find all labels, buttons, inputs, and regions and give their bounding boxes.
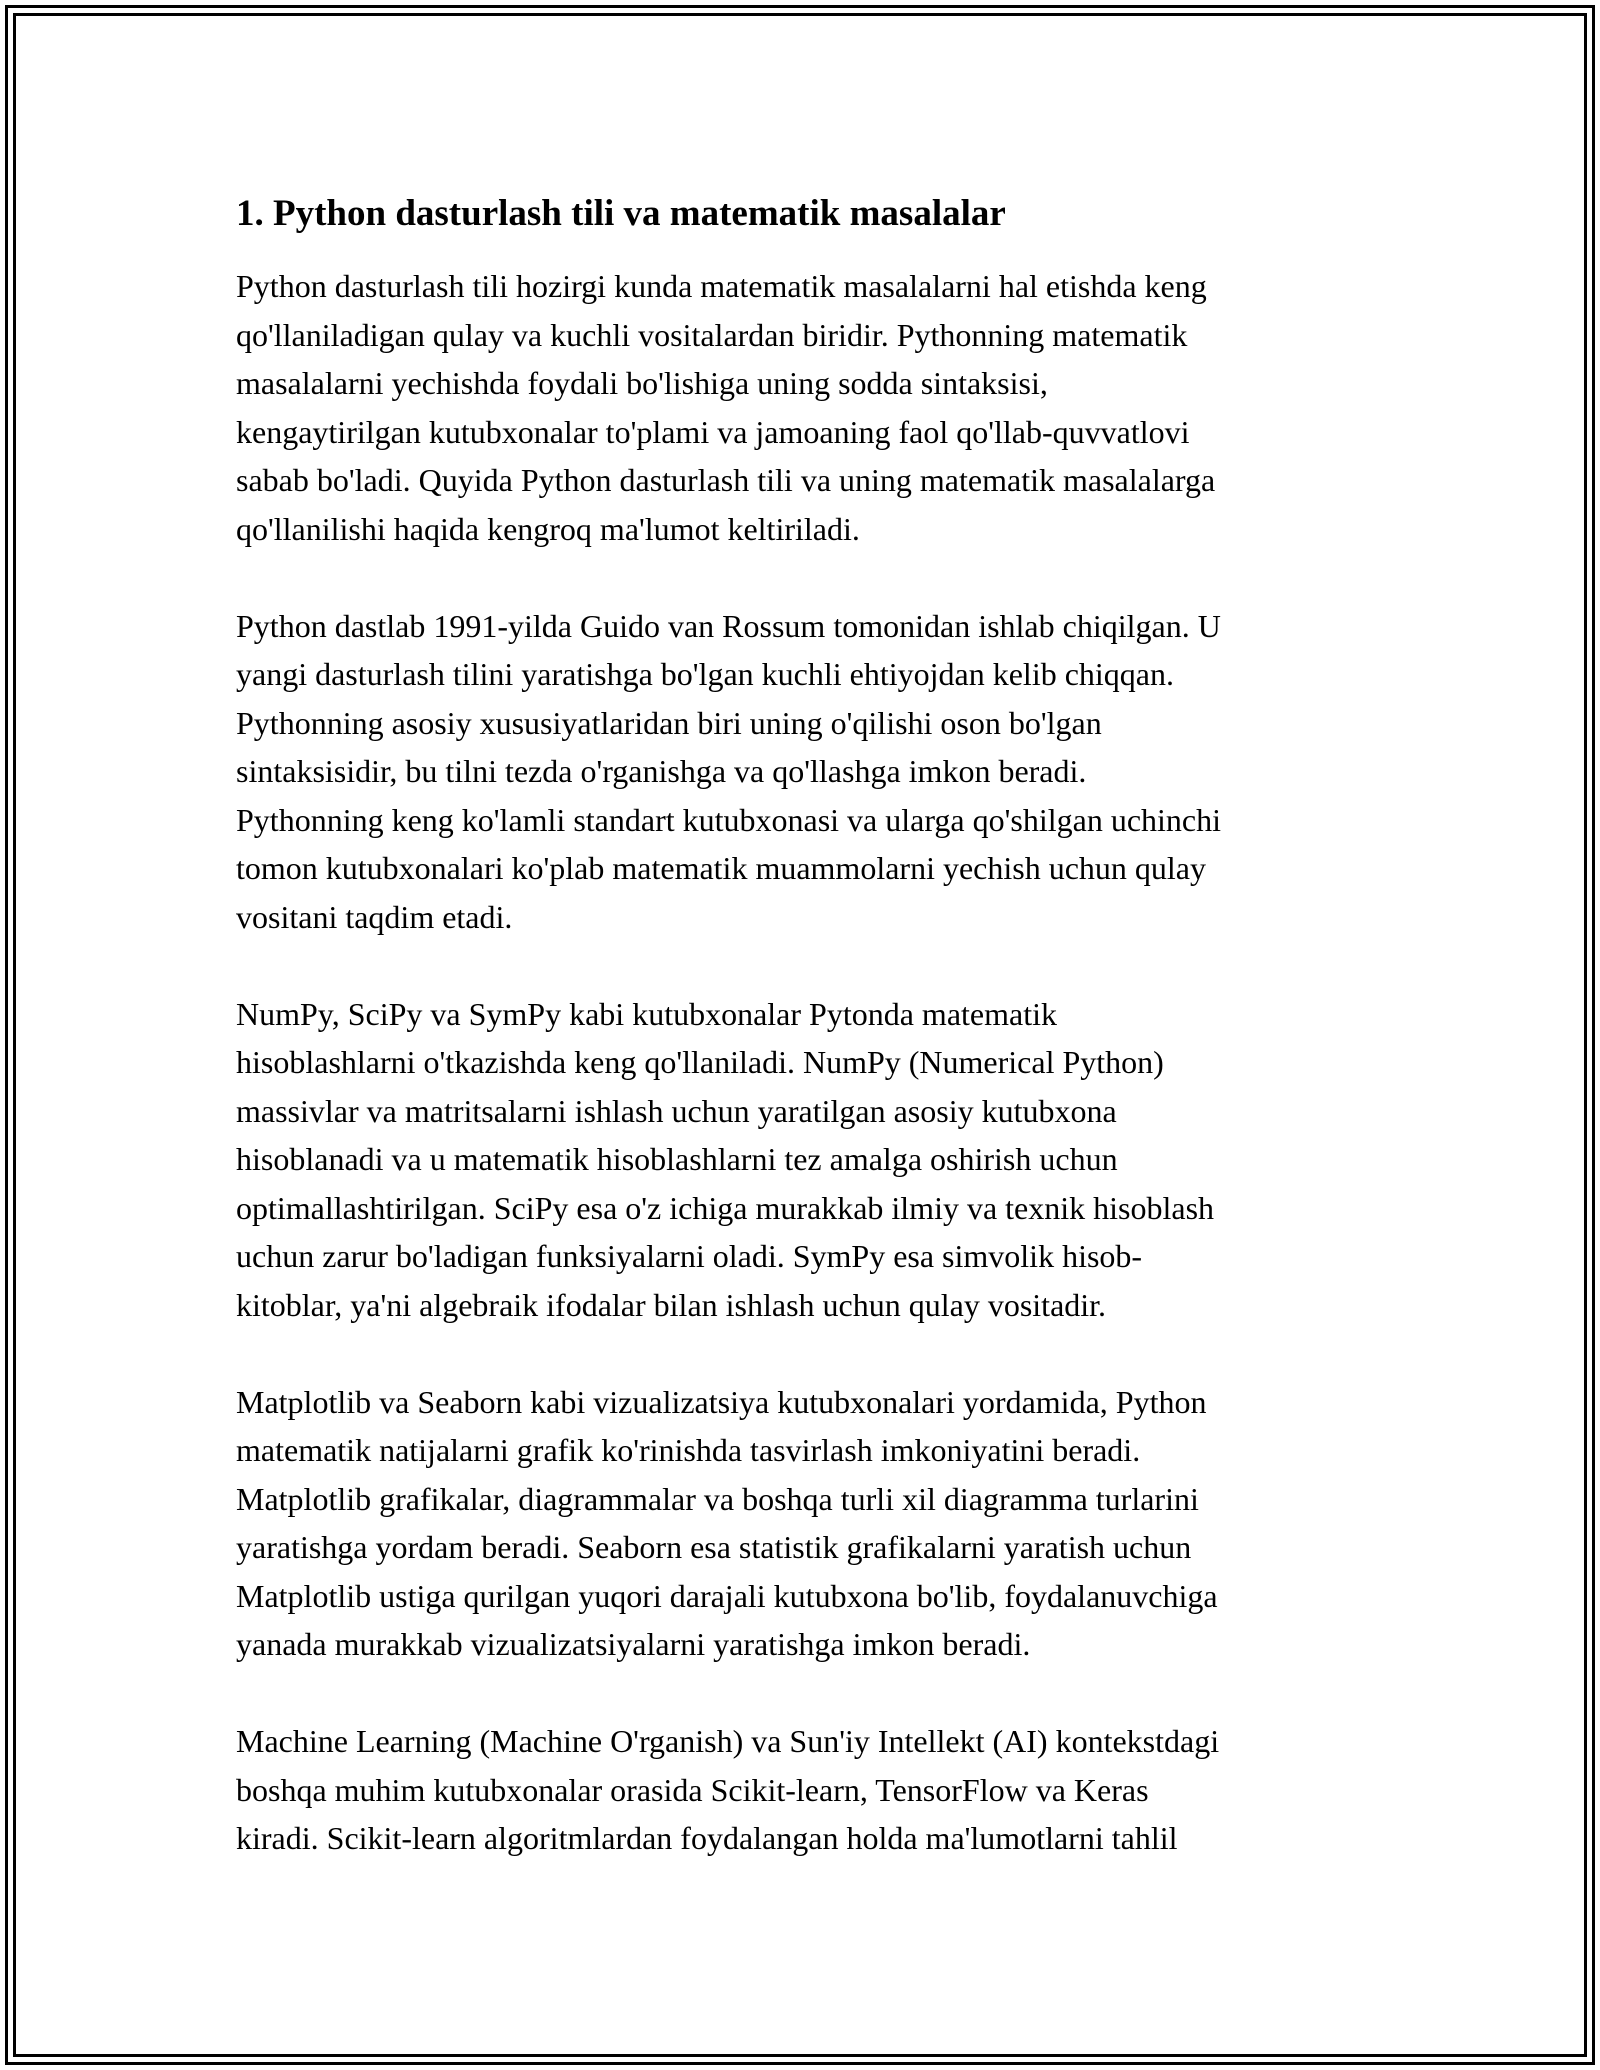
paragraph	[236, 1717, 1366, 1863]
paragraph-line: NumPy, SciPy va SymPy kabi kutubxonalar Pytonda matematik	[236, 995, 1057, 1032]
paragraph-line: sabab bo'ladi. Quyida Python dasturlash tili va uning matematik masalalarga	[236, 462, 1216, 498]
paragraph-line: sintaksisidir, bu tilni tezda o'rganishga va qo'llashga imkon beradi.	[236, 753, 1087, 789]
paragraph-line: optimallashtirilgan. SciPy esa o'z ichiga murakkab ilmiy va texnik hisoblash	[236, 1189, 1215, 1226]
paragraph	[236, 1378, 1366, 1669]
paragraph-line: massivlar va matritsalarni ishlash uchun yaratilgan asosiy kutubxona	[236, 1092, 1117, 1129]
document-body	[236, 190, 1366, 1911]
paragraph-line: hisoblanadi va u matematik hisoblashlarni tez amalga oshirish uchun	[236, 1141, 1118, 1177]
paragraph-line: tomon kutubxonalari ko'plab matematik muammolarni yechish uchun qulay	[236, 850, 1206, 886]
page-title: 1. Python dasturlash tili va matematik masalalar	[236, 193, 1006, 234]
paragraph-line: uchun zarur bo'ladigan funksiyalarni oladi. SymPy esa simvolik hisob-	[236, 1238, 1143, 1274]
paragraph-line: masalalarni yechishda foydali bo'lishiga uning sodda sintaksisi,	[236, 365, 1048, 401]
paragraph-line: yaratishga yordam beradi. Seaborn esa statistik grafikalarni yaratish uchun	[236, 1529, 1192, 1565]
paragraph-line: Python dastlab 1991-yilda Guido van Rossum tomonidan ishlab chiqilgan. U	[236, 607, 1221, 644]
paragraph	[236, 262, 1366, 553]
paragraph-line: matematik natijalarni grafik ko'rinishda tasvirlash imkoniyatini beradi.	[236, 1432, 1141, 1468]
paragraph-line: kiradi. Scikit-learn algoritmlardan foydalangan holda ma'lumotlarni tahlil	[236, 1820, 1178, 1856]
paragraph-line: kengaytirilgan kutubxonalar to'plami va jamoaning faol qo'llab-quvvatlovi	[236, 413, 1190, 450]
paragraph-line: qo'llanilishi haqida kengroq ma'lumot keltiriladi.	[236, 510, 860, 547]
paragraph-line: yangi dasturlash tilini yaratishga bo'lgan kuchli ehtiyojdan kelib chiqqan.	[236, 656, 1174, 692]
paragraph-line: Pythonning keng ko'lamli standart kutubxonasi va ularga qo'shilgan uchinchi	[236, 801, 1222, 838]
paragraph-line: Python dasturlash tili hozirgi kunda matematik masalalarni hal etishda keng	[236, 268, 1207, 304]
paragraph-line: yanada murakkab vizualizatsiyalarni yaratishga imkon beradi.	[236, 1626, 1031, 1662]
paragraph-line: vositani taqdim etadi.	[236, 898, 513, 935]
paragraph-line: Matplotlib va Seaborn kabi vizualizatsiya kutubxonalari yordamida, Python	[236, 1383, 1207, 1420]
paragraph-list	[236, 262, 1366, 1863]
paragraph-line: kitoblar, ya'ni algebraik ifodalar bilan ishlash uchun qulay vositadir.	[236, 1286, 1107, 1323]
paragraph-line: Matplotlib ustiga qurilgan yuqori darajali kutubxona bo'lib, foydalanuvchiga	[236, 1577, 1218, 1614]
paragraph-line: Pythonning asosiy xususiyatlaridan biri uning o'qilishi oson bo'lgan	[236, 704, 1102, 741]
paragraph-line: Matplotlib grafikalar, diagrammalar va boshqa turli xil diagramma turlarini	[236, 1480, 1199, 1517]
paragraph	[236, 602, 1366, 942]
paragraph-line: hisoblashlarni o'tkazishda keng qo'llaniladi. NumPy (Numerical Python)	[236, 1044, 1164, 1080]
paragraph-line: qo'llaniladigan qulay va kuchli vositalardan biridir. Pythonning matematik	[236, 316, 1188, 353]
paragraph	[236, 990, 1366, 1330]
paragraph-line: Machine Learning (Machine O'rganish) va Sun'iy Intellekt (AI) kontekstdagi	[236, 1723, 1220, 1759]
paragraph-line: boshqa muhim kutubxonalar orasida Scikit-learn, TensorFlow va Keras	[236, 1771, 1149, 1808]
